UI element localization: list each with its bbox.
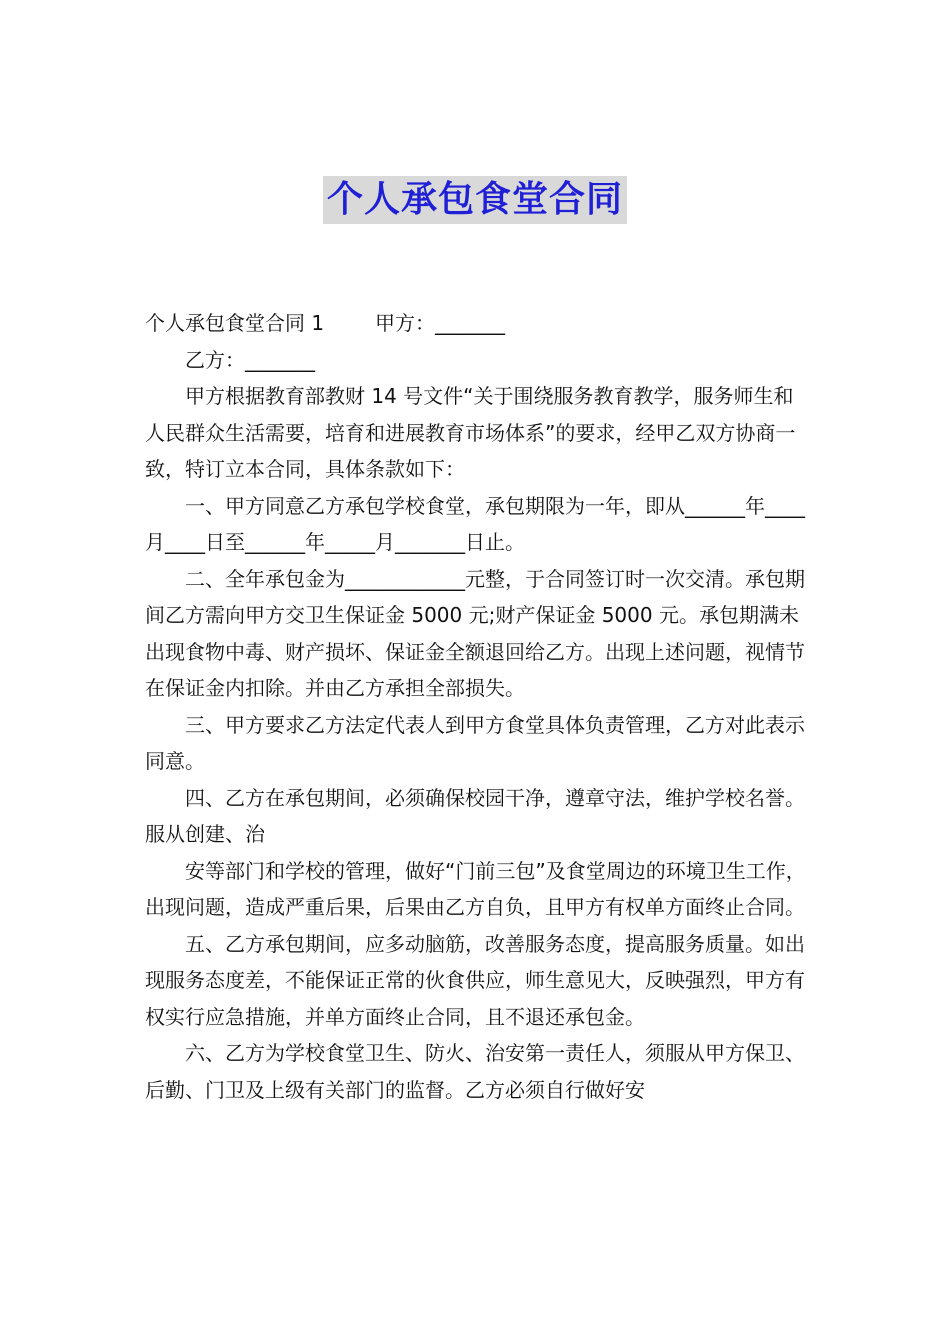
paragraph-clause-5: 五、乙方承包期间，应多动脑筋，改善服务态度，提高服务质量。如出现服务态度差，不能保证正常的伙食供应，师生意见大，反映强烈，甲方有权实行应急措施，并单方面终止合同，且不退还承包金。 (145, 931, 805, 1029)
paragraph-preamble: 甲方根据教育部教财 14 号文件“关于围绕服务教育教学，服务师生和人民群众生活需要，培育和进展教育市场体系”的要求，经甲乙双方协商一致，特订立本合同，具体条款如下： (145, 384, 796, 481)
paragraph-clause-4b: 安等部门和学校的管理，做好“门前三包”及食堂周边的环境卫生工作，出现问题，造成严重后果，后果由乙方自负，且甲方有权单方面终止合同。 (145, 858, 806, 919)
document-title: 个人承包食堂合同 (323, 176, 627, 224)
paragraph-clause-2: 二、全年承包金为____________元整，于合同签订时一次交清。承包期间乙方需向甲方交卫生保证金 5000 元;财产保证金 5000 元。承包期满未出现食物中毒、财产损坏、保证金全额退回给乙方。出现上述问题，视情节在保证金内扣除。并由乙方承担全部损失。 (145, 566, 805, 700)
document-body (145, 305, 810, 1108)
paragraph-clause-6: 六、乙方为学校食堂卫生、防火、治安第一责任人，须服从甲方保卫、后勤、门卫及上级有关部门的监督。乙方必须自行做好安 (145, 1041, 805, 1102)
paragraph-clause-3: 三、甲方要求乙方法定代表人到甲方食堂具体负责管理，乙方对此表示同意。 (145, 712, 805, 773)
paragraph-clause-1: 一、甲方同意乙方承包学校食堂，承包期限为一年，即从______年____月____日至______年_____月_______日止。 (145, 493, 805, 554)
paragraph-party-b: 乙方：_______ (185, 347, 315, 372)
title-container (0, 176, 950, 224)
paragraph-header: 个人承包食堂合同 1 甲方：_______ (145, 311, 505, 335)
paragraph-clause-4a: 四、乙方在承包期间，必须确保校园干净，遵章守法，维护学校名誉。服从创建、治 (145, 785, 805, 846)
